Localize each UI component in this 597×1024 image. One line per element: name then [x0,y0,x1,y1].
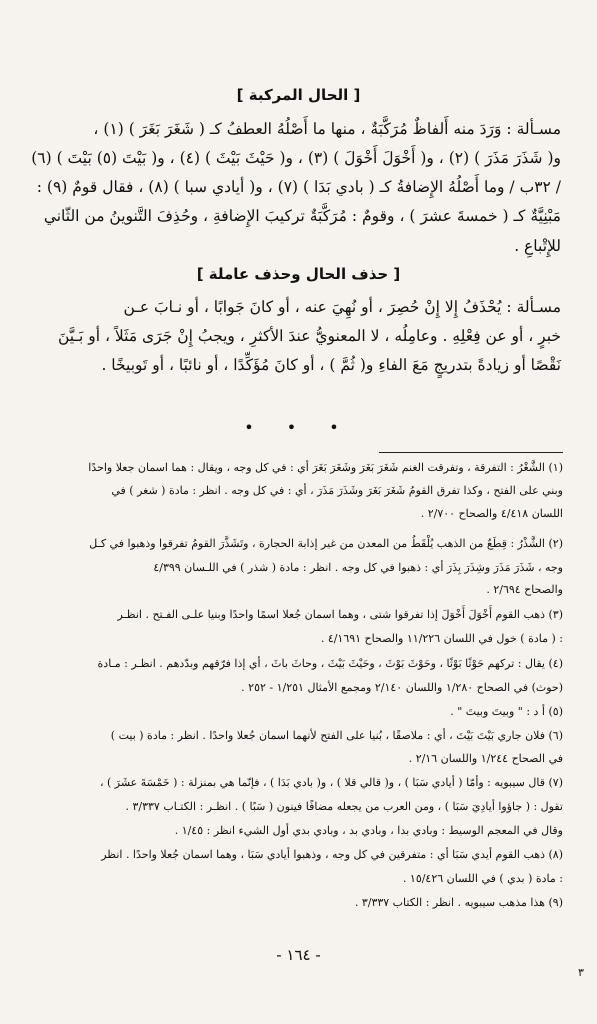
footnote-line: (١) الشَّغْرُ : التفرقة ، وتفرقت الغنم شَغَرَ بَغَرَ وشَغَرَ بَغَرَ أي : في كل وجه ، ويقال : هما اسمان جعلا واحدًا [88,461,563,474]
footnote-line: (٦) فلان جاري بَيْتَ بَيْتَ ، أي : ملاصقًا ، بُنيا على الفتح لأنهما اسمان جُعلا واحدًا . انظر : مادة ( بيت ) [110,729,563,742]
body-line: مسـألة : وَرَدَ منه أَلفاظٌ مُرَكَّبَةٌ ، منها ما أَصْلُهُ العطفُ كـ ( شَغَرَ بَغَرَ ) (١) ، [93,120,561,138]
footnote-line: وقال في المعجم الوسيط : وبادي بدا ، وبادي بد ، وبادي بدي أول الشيء انظر : ١/٤٥ . [174,824,563,837]
footnote-line: (٢) الشَّذْرُ : قِطَعٌ من الذهب يُلْقَطُ من المعدن من غير إذابة الحجارة ، وتَشَذَّرَ القومُ تفرقوا وذهبوا في كـل [89,537,563,550]
page-number: - ١٦٤ - [276,946,321,964]
footnote-line: (٣) ذهب القوم أَخْوَلَ أَخْوَلَ إذا تفرقوا شتى ، وهما اسمان جُعلا اسمًا واحدًا وبنيا علـى الفـتح . انظـر [117,608,563,621]
body-line: و( شَذَرَ مَذَرَ ) (٢) ، و( أَخْوَلَ أَخْوَلَ ) (٣) ، و( حَيْثَ بَيْثَ ) (٤) ، و( بَيْتَ (٥) بَيْتَ ) (٦) [31,149,561,167]
footnote-divider [379,452,563,453]
body-line: للإِتْباعِ . [514,237,561,255]
footnote-line: تقول : ( جاؤوا أيادِيَ سَبَا ) ، ومن العرب من يجعله مضافًا فينون ( سَبًا ) . انظـر : الكتـاب ٣/٣٣٧ . [125,800,563,813]
footnote-line: اللسان ٤/٤١٨ والصحاح ٢/٧٠٠ . [420,507,563,520]
footnote-line: (٨) ذهب القوم أيدي سَبَا أي : متفرقين في كل وجه ، وذهبوا أيادي سَبَا ، وهما اسمان جُعلا واحدًا . انظر [101,848,563,861]
body-line: نَقْصًا أو زيادةً بتدريجٍ مَعَ الفاءِ و( ثُمَّ ) ، أو كانَ مُؤَكِّدًا ، أو نائبًا ، أو تَوبيخًا . [101,356,561,374]
body-line: خبرٍ ، أو عن فِعْلِهِ . وعامِلُه ، لا المعنويُّ عندَ الأكثرِ ، ويجبُ إِنْ جَرَى مَثَلاً ، أو بَـيَّنَ [57,327,561,345]
footnote-line: في الصحاح ١/٢٤٤ واللسان ٢/١٦ . [408,752,563,765]
footnote-line: والصحاح ٢/٦٩٤ . [486,583,563,596]
footnote-line: (٧) قال سيبويه : وأمّا ( أيادي سَبَا ) ، و( قالي قلا ) ، و( بادي بَدَا ) ، فإنّما هي بمنزلة : ( خَمْسَةَ عشَرَ ) ، [99,776,563,789]
footnote-line: وجه ، شَذَرَ مَذَرَ وشِذَرَ بِذَرَ أي : ذهبوا في كل وجه . انظر : مادة ( شذر ) في اللـسان ٤/٣٩٩ [153,561,563,574]
footnote-line: (٩) هذا مذهب سيبويه . انظر : الكتاب ٣/٣٣٧ . [354,896,563,909]
corner-mark: ٣ [578,966,584,979]
footnote-line: وبني على الفتح ، وكذا تفرق القومُ شَغَرَ بَغَرَ وشَذَرَ مَذَرَ ، أي : في كل وجه . انظر : مادة ( شغر ) في [111,484,563,497]
body-line: مَبْنِيَّةٌ كـ ( خمسةَ عشرَ ) ، وقومٌ : مُرَكَّبَةٌ تركيبَ الإِضافةِ ، وحُذِفَ التَّنوينُ من الثّاني [43,207,561,225]
body-line: مسـألة : يُحْذَفُ إِلا إِنْ حُصِرَ ، أو نُهِيَ عنه ، أو كانَ جَوابًا ، أو نـابَ عـن [123,298,561,316]
section-separator-dots: • • • [244,418,353,437]
section-heading-omission: [ حذف الحال وحذف عاملة ] [196,265,401,283]
footnote-line: (٥) أ د : " وبيتَ وبيتَ " . [450,705,563,718]
footnote-line: (٤) يقال : تركهم حَوْثًا بَوْثًا ، وحَوْثَ بَوْثَ ، وحَيْثَ بَيْثَ ، وحاثَ باثَ ، أي إذا فرّقهم وبدّدهم . انظـر : مـادة [97,657,563,670]
footnote-line: : مادة ( بدي ) في اللسان ١٥/٤٢٦ . [402,872,563,885]
footnote-line: : ( مادة ) خول في اللسان ١١/٢٢٦ والصحاح ٤/١٦٩١ . [320,632,563,645]
body-line: / ٣٢ب / وما أَصْلُهُ الإِضافةُ كـ ( بادي بَدَا ) (٧) ، و( أيادي سبا ) (٨) ، فقال قومٌ (٩) : [36,178,561,196]
footnote-line: (حوث) في الصحاح ١/٢٨٠ واللسان ٢/١٤٠ ومجمع الأمثال ١/٢٥١ - ٢٥٢ . [241,681,563,694]
section-heading-compound-hal: [ الحال المركبة ] [236,86,361,104]
